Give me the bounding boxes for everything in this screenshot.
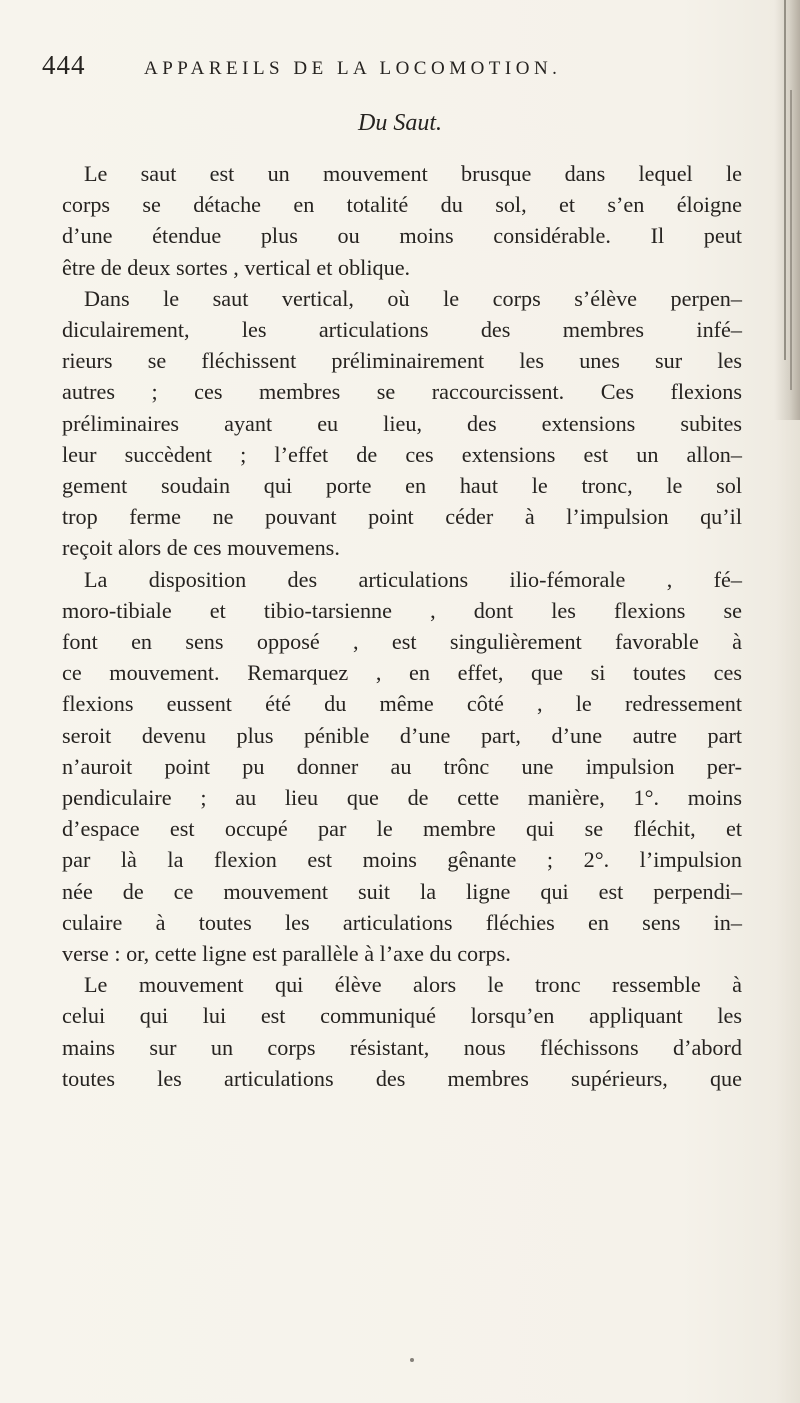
running-head-title: APPAREILS DE LA LOCOMOTION.	[144, 58, 562, 79]
text-line: rieurs se fléchissent préliminairement les unes sur les	[62, 348, 742, 374]
text-line: d’une étendue plus ou moins considérable. Il peut	[62, 223, 742, 249]
text-line: corps se détache en totalité du sol, et s’en éloigne	[62, 192, 742, 218]
text-line: être de deux sortes , vertical et oblique.	[62, 254, 411, 280]
text-line: leur succèdent ; l’effet de ces extensions est un allon–	[62, 441, 742, 467]
text-line: mains sur un corps résistant, nous fléchissons d’abord	[62, 1034, 742, 1060]
text-line: flexions eussent été du même côté , le redressement	[62, 691, 742, 717]
ink-speck	[410, 1358, 414, 1362]
body-text	[62, 158, 742, 1094]
text-line: Dans le saut vertical, où le corps s’élève perpen–	[84, 285, 742, 311]
page-edge-line	[784, 0, 786, 360]
text-line: d’espace est occupé par le membre qui se fléchit, et	[62, 816, 742, 842]
text-line: Le saut est un mouvement brusque dans lequel le	[84, 161, 742, 186]
page-number: 444	[42, 50, 86, 80]
text-line: par là la flexion est moins gênante ; 2°. l’impulsion	[62, 847, 742, 873]
text-line: née de ce mouvement suit la ligne qui est perpendi–	[62, 878, 742, 904]
text-line: verse : or, cette ligne est parallèle à l’axe du corps.	[62, 941, 511, 967]
text-line: pendiculaire ; au lieu que de cette manière, 1°. moins	[62, 785, 742, 811]
text-line: préliminaires ayant eu lieu, des extensions subites	[62, 410, 742, 436]
text-line: La disposition des articulations ilio-fémorale , fé–	[84, 566, 742, 592]
section-title: Du Saut.	[358, 110, 442, 136]
text-line: Le mouvement qui élève alors le tronc ressemble à	[84, 972, 742, 998]
text-line: diculairement, les articulations des membres infé–	[62, 317, 742, 343]
text-line: moro-tibiale et tibio-tarsienne , dont les flexions se	[62, 597, 742, 623]
text-line: celui qui lui est communiqué lorsqu’en appliquant les	[62, 1003, 742, 1029]
text-line: font en sens opposé , est singulièrement favorable à	[62, 629, 742, 655]
text-line: seroit devenu plus pénible d’une part, d’une autre part	[62, 722, 742, 748]
text-line: n’auroit point pu donner au trônc une impulsion per-	[62, 753, 742, 779]
page-edge-shadow	[774, 0, 800, 420]
text-line: trop ferme ne pouvant point céder à l’impulsion qu’il	[62, 504, 742, 530]
running-head	[42, 48, 742, 88]
text-line: toutes les articulations des membres supérieurs, que	[62, 1065, 742, 1091]
text-line: autres ; ces membres se raccourcissent. Ces flexions	[62, 379, 742, 405]
text-line: culaire à toutes les articulations fléchies en sens in–	[62, 909, 742, 935]
text-line: ce mouvement. Remarquez , en effet, que si toutes ces	[62, 660, 742, 686]
text-line: gement soudain qui porte en haut le tronc, le sol	[62, 473, 742, 499]
text-line: reçoit alors de ces mouvemens.	[62, 535, 340, 561]
